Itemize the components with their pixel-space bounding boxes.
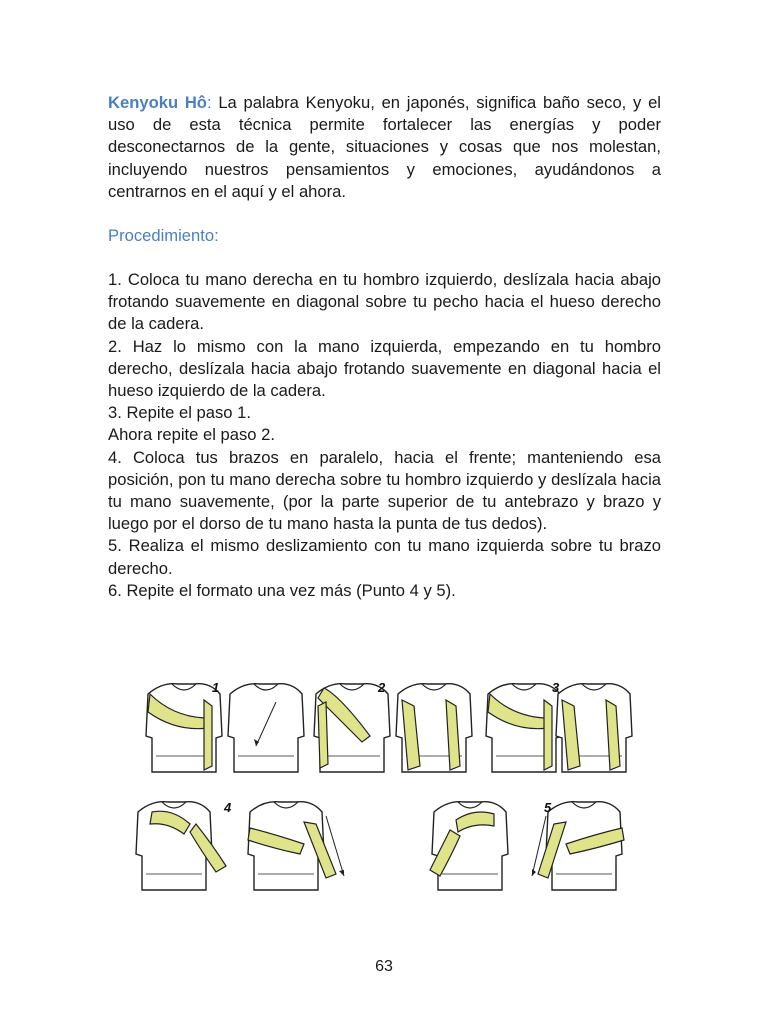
figure-label-5: 5 — [544, 800, 552, 815]
figure-step-1 — [146, 680, 304, 772]
steps-list — [108, 269, 661, 602]
figure-step-5 — [430, 800, 624, 890]
step-6: 6. Repite el formato una vez más (Punto 4 y 5). — [108, 580, 456, 600]
step-4: 4. Coloca tus brazos en paralelo, hacia el frente; manteniendo esa posición, pon tu mano derecha sobre tu hombro izquierdo y deslízala hacia tu mano suavemente, (por la parte superior de tu antebrazo y brazo y luego por el dorso de tu mano hasta la punta de tus dedos). — [108, 447, 661, 534]
figure-step-3 — [486, 680, 632, 772]
page-content — [108, 92, 661, 602]
intro-paragraph — [108, 92, 661, 203]
term-kenyoku-ho: Kenyoku Hô — [108, 93, 207, 112]
intro-text: La palabra Kenyoku, en japonés, significa baño seco, y el uso de esta técnica permite fortalecer las energías y poder desconectarnos de la gente, situaciones y cosas que nos molestan, incluyendo nuestros pensamientos y emociones, ayudándonos a centrarnos en el aquí y el ahora. — [108, 93, 661, 201]
step-3-repeat: Ahora repite el paso 2. — [108, 425, 275, 445]
step-5: 5. Realiza el mismo deslizamiento con tu mano izquierda sobre tu brazo derecho. — [108, 536, 661, 578]
illustration-figure — [128, 672, 640, 894]
procedure-heading: Procedimiento: — [108, 226, 219, 246]
illustration-svg — [128, 672, 640, 894]
step-3: 3. Repite el paso 1. — [108, 403, 251, 423]
figure-label-3: 3 — [552, 680, 560, 695]
figure-label-4: 4 — [224, 800, 232, 815]
step-2: 2. Haz lo mismo con la mano izquierda, empezando en tu hombro derecho, deslízala hacia abajo frotando suavemente en diagonal hacia el hueso izquierdo de la cadera. — [108, 336, 661, 401]
page-number: 63 — [375, 958, 393, 975]
figure-step-4 — [136, 800, 344, 890]
term-colon: : — [206, 93, 212, 112]
figure-label-2: 2 — [378, 680, 386, 695]
figure-step-2 — [314, 680, 472, 772]
step-1: 1. Coloca tu mano derecha en tu hombro izquierdo, deslízala hacia abajo frotando suavemente en diagonal sobre tu pecho hacia el hueso derecho de la cadera. — [108, 270, 661, 334]
figure-label-1: 1 — [212, 680, 220, 695]
